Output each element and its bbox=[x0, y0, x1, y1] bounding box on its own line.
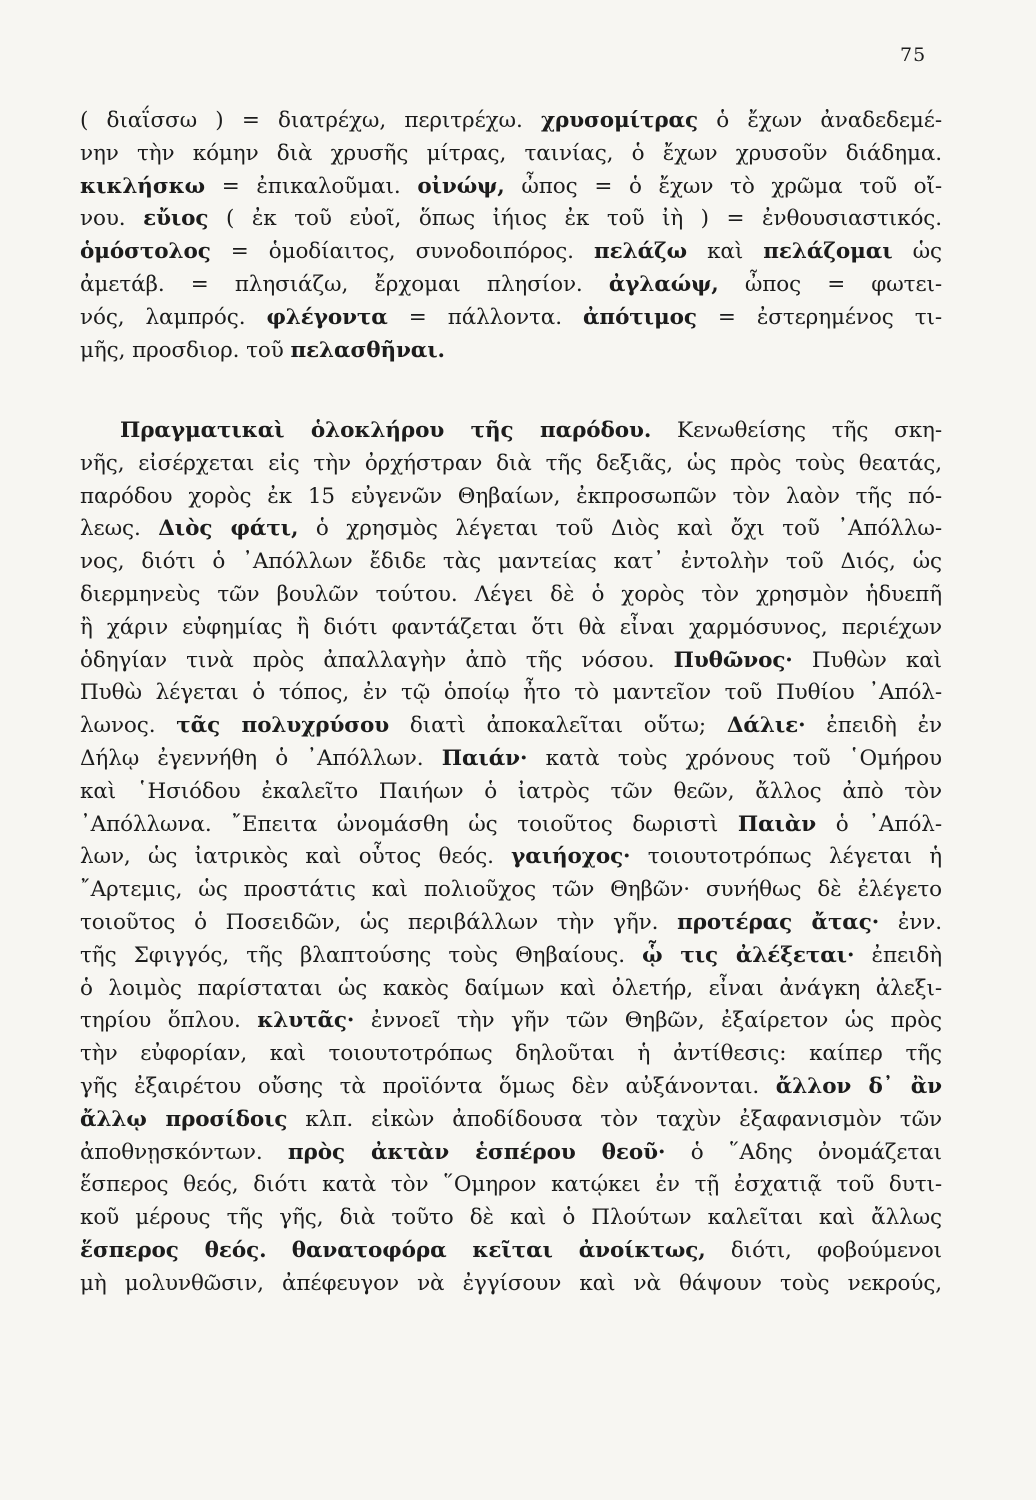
text-line bbox=[80, 1235, 942, 1268]
gloss-text: τῆς Σφιγγός, τῆς βλαπτούσης τοὺς Θηβαίους. bbox=[80, 942, 643, 968]
gloss-text: = ἐστερημένος τι- bbox=[696, 304, 942, 330]
gloss-text: ὁ ᾿Απόλ- bbox=[816, 811, 942, 837]
text-line bbox=[80, 1268, 942, 1301]
lemma-term: εὔιος bbox=[143, 206, 209, 232]
lemma-term: χρυσομίτρας bbox=[540, 108, 698, 133]
lemma-term: θανατοφόρα κεῖται ἀνοίκτως, bbox=[291, 1237, 706, 1263]
text-line bbox=[80, 415, 942, 448]
lemma-term: οἰνώψ, bbox=[417, 173, 505, 199]
text-line bbox=[80, 677, 942, 710]
gloss-text: τὴν εὐφορίαν, καὶ τοιουτοτρόπως δηλοῦται ἡ ἀντίθεσις: καίπερ τῆς bbox=[80, 1041, 942, 1067]
lemma-term: προτέρας ἄτας· bbox=[677, 909, 880, 935]
text-line bbox=[80, 841, 942, 874]
text-line bbox=[80, 203, 942, 236]
gloss-text: ὦπος = φωτει- bbox=[718, 271, 942, 297]
gloss-text: ἐννοεῖ τὴν γῆν τῶν Θηβῶν, ἐξαίρετον ὡς πρὸς bbox=[354, 1008, 942, 1034]
lemma-term: ἀπότιμος bbox=[582, 304, 697, 330]
gloss-text: ἀμετάβ. = πλησιάζω, ἔρχομαι πλησίον. bbox=[80, 271, 609, 297]
gloss-text: ὁδηγίαν τινὰ πρὸς ἀπαλλαγὴν ἀπὸ τῆς νόσου. bbox=[80, 647, 674, 673]
gloss-text: ἢ χάριν εὐφημίας ἢ διότι φαντάζεται ὅτι θὰ εἶναι χαρμόσυνος, περιέχων bbox=[80, 614, 942, 640]
gloss-text: τοιοῦτος ὁ Ποσειδῶν, ὡς περιβάλλων τὴν γῆν. bbox=[80, 909, 678, 935]
gloss-text: ῎Αρτεμις, ὡς προστάτις καὶ πολιοῦχος τῶν Θηβῶν· συνήθως δὲ ἐλέγετο bbox=[80, 877, 942, 903]
gloss-text: Πυθὼν καὶ bbox=[792, 647, 942, 673]
gloss-text: καὶ ῾Ησιόδου ἐκαλεῖτο Παιήων ὁ ἰατρὸς τῶν θεῶν, ἄλλος ἀπὸ τὸν bbox=[80, 778, 942, 804]
text-line bbox=[80, 513, 942, 546]
gloss-text: ἀποθνῃσκόντων. bbox=[80, 1139, 288, 1165]
gloss-text: ἐνν. bbox=[879, 909, 942, 935]
gloss-text: = ὁμοδίαιτος, συνοδοιπόρος. bbox=[210, 239, 594, 265]
lemma-term: Διὸς φάτι, bbox=[158, 516, 299, 542]
text-line bbox=[80, 1038, 942, 1071]
lemma-term: φλέγοντα bbox=[266, 304, 388, 330]
gloss-text: ᾿Απόλλωνα. ῎Επειτα ὠνομάσθη ὡς τοιοῦτος δωριστὶ bbox=[80, 811, 738, 837]
lemma-term: Δάλιε· bbox=[726, 713, 806, 739]
text-line bbox=[80, 105, 942, 138]
lemma-term: Παιὰν bbox=[737, 811, 817, 837]
gloss-text bbox=[266, 1238, 291, 1263]
page-number: 75 bbox=[900, 44, 927, 66]
text-line bbox=[80, 236, 942, 269]
lemma-term: Πραγματικαὶ ὁλοκλήρου τῆς παρόδου. bbox=[120, 418, 652, 443]
text-line bbox=[80, 448, 942, 481]
gloss-text: γῆς ἐξαιρέτου οὔσης τὰ προϊόντα ὅμως δὲν αὐξάνονται. bbox=[80, 1073, 776, 1099]
gloss-text: παρόδου χορὸς ἐκ 15 εὐγενῶν Θηβαίων, ἐκπροσωπῶν τὸν λαὸν τῆς πό- bbox=[80, 483, 942, 509]
text-line bbox=[80, 269, 942, 302]
gloss-text: καὶ bbox=[687, 239, 764, 265]
gloss-text: λωνος. bbox=[80, 713, 177, 739]
gloss-text: λεως. bbox=[80, 516, 159, 542]
gloss-text: νου. bbox=[80, 206, 144, 232]
text-line bbox=[80, 710, 942, 743]
lemma-term: πελάζομαι bbox=[763, 239, 893, 265]
gloss-text: νῆς, εἰσέρχεται εἰς τὴν ὀρχήστραν διὰ τῆς δεξιᾶς, ὡς πρὸς τοὺς θεατάς, bbox=[80, 450, 942, 476]
gloss-text: Κενωθείσης τῆς σκη- bbox=[651, 418, 942, 443]
gloss-text: Δήλῳ ἐγεννήθη ὁ ᾿Απόλλων. bbox=[80, 745, 442, 771]
gloss-text: νός, λαμπρός. bbox=[80, 304, 267, 330]
lemma-term: πρὸς ἀκτὰν ἑσπέρου θεοῦ· bbox=[287, 1139, 666, 1165]
gloss-text: νος, διότι ὁ ᾿Απόλλων ἔδιδε τὰς μαντείας κατ᾿ ἐντολὴν τοῦ Διός, ὡς bbox=[80, 549, 942, 575]
gloss-text: διερμηνεὺς τῶν βουλῶν τούτου. Λέγει δὲ ὁ χορὸς τὸν χρησμὸν ἡδυεπῆ bbox=[80, 581, 942, 607]
text-line bbox=[80, 809, 942, 842]
gloss-text: τηρίου ὅπλου. bbox=[80, 1008, 258, 1034]
lemma-term: ᾧ τις ἀλέξεται· bbox=[642, 942, 855, 968]
text-line bbox=[80, 940, 942, 973]
text-line bbox=[80, 1169, 942, 1202]
gloss-text: ὁ χρησμὸς λέγεται τοῦ Διὸς καὶ ὄχι τοῦ ᾿Απόλλω- bbox=[298, 516, 942, 542]
lemma-term: ἕσπερος θεός. bbox=[80, 1237, 267, 1263]
text-line bbox=[80, 171, 942, 204]
gloss-text: Πυθὼ λέγεται ὁ τόπος, ἐν τῷ ὁποίῳ ἦτο τὸ μαντεῖον τοῦ Πυθίου ᾿Απόλ- bbox=[80, 680, 942, 706]
text-line bbox=[80, 302, 942, 335]
gloss-text: νην τὴν κόμην διὰ χρυσῆς μίτρας, ταινίας, ὁ ἔχων χρυσοῦν διάδημα. bbox=[80, 140, 942, 166]
text-line bbox=[80, 776, 942, 809]
gloss-text: λων, ὡς ἰατρικὸς καὶ οὗτος θεός. bbox=[80, 844, 512, 870]
text-line bbox=[80, 579, 942, 612]
glossary-paragraph bbox=[80, 105, 942, 367]
gloss-text: μῆς, προσδιορ. τοῦ bbox=[80, 337, 291, 363]
gloss-text: κλπ. εἰκὼν ἀποδίδουσα τὸν ταχὺν ἐξαφανισμὸν τῶν bbox=[287, 1106, 942, 1132]
lemma-term: κικλήσκω bbox=[80, 173, 205, 199]
gloss-text: ἐπειδὴ bbox=[854, 942, 942, 968]
text-line bbox=[80, 612, 942, 645]
gloss-text: ὡς bbox=[892, 239, 942, 265]
text-line bbox=[80, 1005, 942, 1038]
lemma-term: ἀγλαώψ, bbox=[608, 271, 719, 297]
text-line bbox=[80, 546, 942, 579]
lemma-term: γαιήοχος· bbox=[511, 844, 631, 870]
lemma-term: Πυθῶνος· bbox=[673, 647, 793, 673]
text-line bbox=[80, 335, 942, 368]
lemma-term: ἄλλον δ᾿ ἂν bbox=[775, 1073, 942, 1099]
gloss-text: ( διαΐσσω ) = διατρέχω, περιτρέχω. bbox=[80, 108, 541, 133]
text-line bbox=[80, 1104, 942, 1137]
gloss-text: = πάλλοντα. bbox=[387, 304, 583, 330]
gloss-text: κατὰ τοὺς χρόνους τοῦ ῾Ομήρου bbox=[527, 745, 942, 771]
text-line bbox=[80, 1071, 942, 1104]
lemma-term: τᾶς πολυχρύσου bbox=[176, 713, 390, 739]
text-line bbox=[80, 1202, 942, 1235]
text-line bbox=[80, 1137, 942, 1170]
gloss-text: ὦπος = ὁ ἔχων τὸ χρῶμα τοῦ οἴ- bbox=[504, 173, 942, 199]
text-line bbox=[80, 874, 942, 907]
gloss-text: ( ἐκ τοῦ εὐοῖ, ὅπως ἰήιος ἐκ τοῦ ἰὴ ) = ἐνθουσιαστικός. bbox=[208, 206, 942, 232]
text-line bbox=[80, 645, 942, 678]
text-line bbox=[80, 481, 942, 514]
gloss-text: ἕσπερος θεός, διότι κατὰ τὸν ῞Ομηρον κατῴκει ἐν τῇ ἐσχατιᾷ τοῦ δυτι- bbox=[80, 1172, 942, 1198]
text-line bbox=[80, 907, 942, 940]
gloss-text: = ἐπικαλοῦμαι. bbox=[204, 173, 418, 199]
lemma-term: πελάζω bbox=[593, 239, 688, 265]
lemma-term: Παιάν· bbox=[441, 745, 528, 771]
gloss-text: ὁ ῞Αδης ὀνομάζεται bbox=[665, 1139, 942, 1165]
lemma-term: ἄλλῳ προσίδοις bbox=[80, 1106, 288, 1132]
gloss-text: τοιουτοτρόπως λέγεται ἡ bbox=[630, 844, 942, 870]
gloss-text: διότι, φοβούμενοι bbox=[705, 1237, 942, 1263]
commentary-paragraph bbox=[80, 415, 942, 1301]
gloss-text: κοῦ μέρους τῆς γῆς, διὰ τοῦτο δὲ καὶ ὁ Πλούτων καλεῖται καὶ ἄλλως bbox=[80, 1205, 942, 1231]
gloss-text: ἐπειδὴ ἐν bbox=[805, 713, 942, 739]
gloss-text: διατὶ ἀποκαλεῖται οὕτω; bbox=[389, 713, 727, 739]
gloss-text: ὁ λοιμὸς παρίσταται ὡς κακὸς δαίμων καὶ ὀλετήρ, εἶναι ἀνάγκη ἀλεξι- bbox=[80, 975, 942, 1001]
text-line bbox=[80, 138, 942, 171]
text-line bbox=[80, 743, 942, 776]
gloss-text: ὁ ἔχων ἀναδεδεμέ- bbox=[697, 108, 942, 133]
text-line bbox=[80, 973, 942, 1006]
gloss-text: μὴ μολυνθῶσιν, ἀπέφευγον νὰ ἐγγίσουν καὶ νὰ θάψουν τοὺς νεκρούς, bbox=[80, 1270, 942, 1296]
lemma-term: κλυτᾶς· bbox=[257, 1008, 355, 1034]
lemma-term: ὁμόστολος bbox=[80, 239, 211, 265]
lemma-term: πελασθῆναι. bbox=[290, 337, 445, 363]
